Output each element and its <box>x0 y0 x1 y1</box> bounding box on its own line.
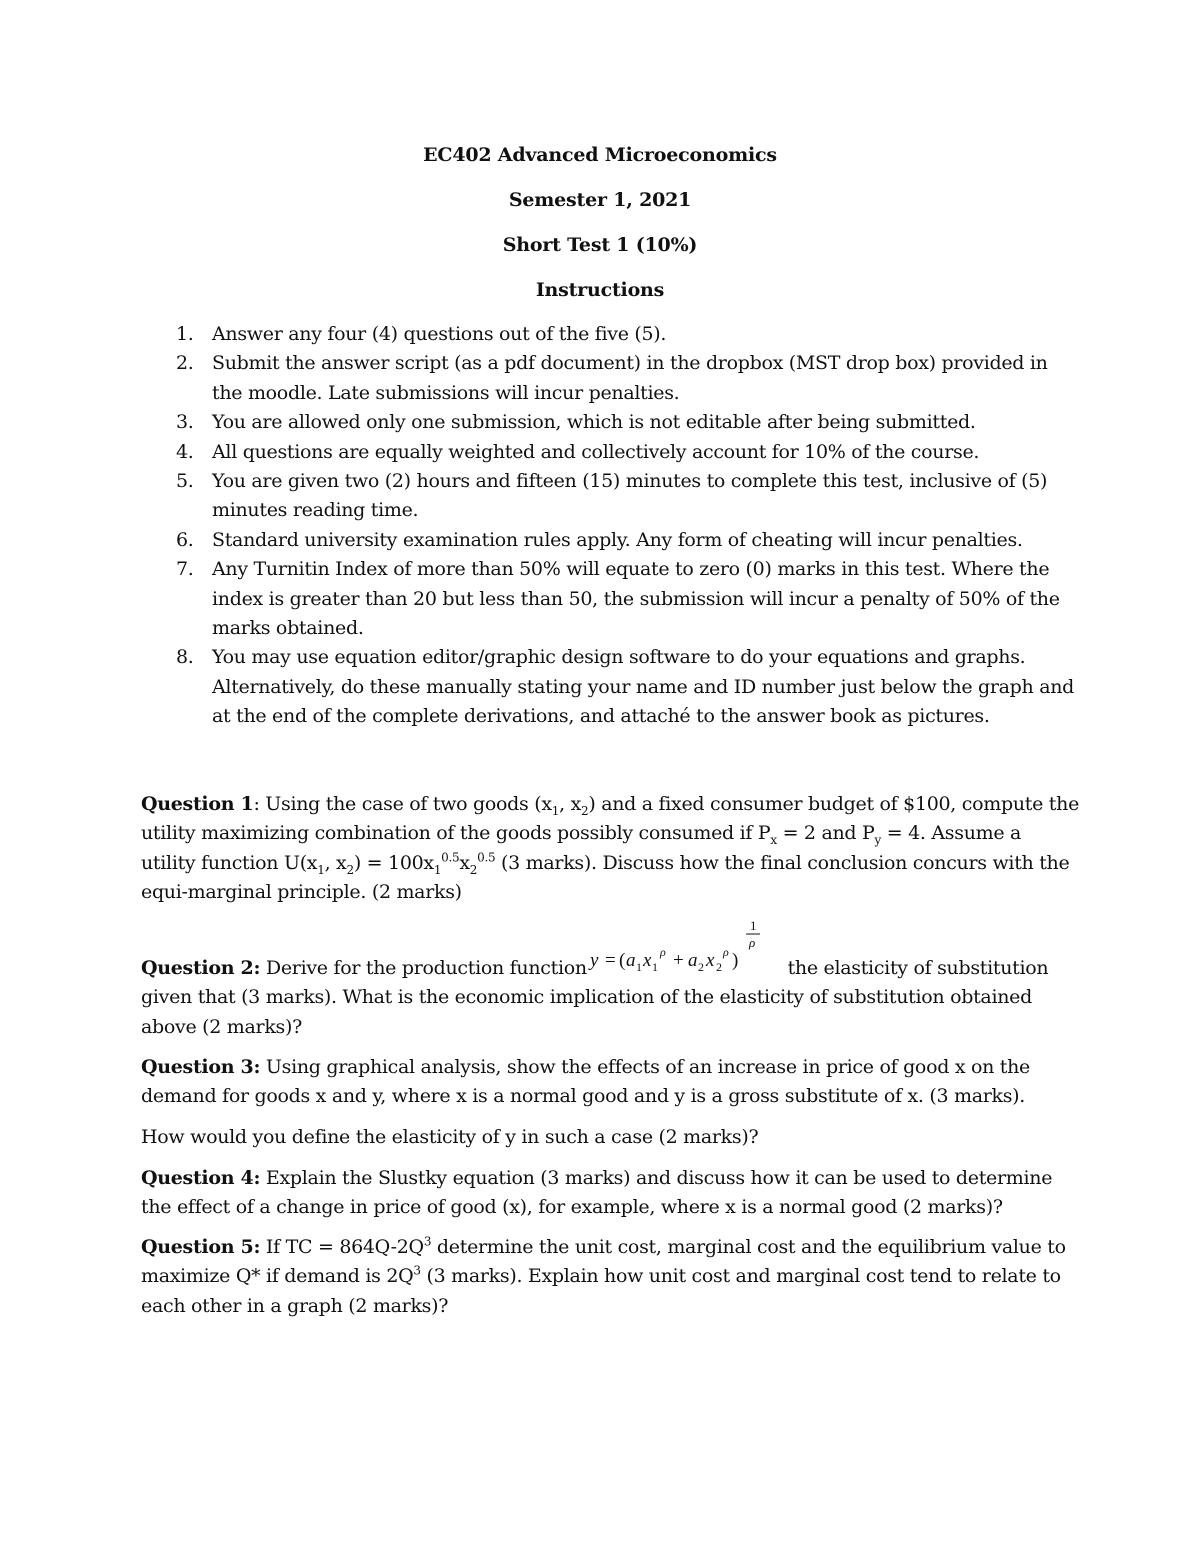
question-2-label: Question 2: <box>141 957 261 979</box>
subscript: 2 <box>581 803 589 818</box>
instruction-number: 1. <box>176 323 194 345</box>
formula-x2-sub: 2 <box>715 960 722 974</box>
question-text: the elasticity of substitution given that (3 marks). What is the economic implication of the elasticity of substitution obtained above (2 marks)? <box>141 957 1049 1038</box>
subscript: 1 <box>433 862 442 877</box>
question-5 <box>141 1233 1081 1321</box>
instructions-list <box>176 320 1076 732</box>
question-text: Derive for the production function <box>260 957 587 979</box>
question-3-followup: How would you define the elasticity of y in such a case (2 marks)? <box>141 1126 759 1148</box>
question-4-label: Question 4: <box>141 1167 261 1189</box>
question-4 <box>141 1164 1081 1223</box>
instruction-item <box>176 408 1076 437</box>
instruction-text: Standard university examination rules apply. Any form of cheating will incur penalties. <box>212 528 1023 551</box>
question-text: Explain the Slustky equation (3 marks) and discuss how it can be used to determine the effect of a change in price of good (x), for example, where x is a normal good (2 marks)? <box>141 1167 1053 1219</box>
superscript: 3 <box>423 1234 432 1249</box>
question-text: , x <box>559 793 582 815</box>
instruction-item <box>176 555 1076 643</box>
instruction-number: 2. <box>176 352 194 375</box>
subscript: 2 <box>469 862 478 877</box>
instruction-text: You may use equation editor/graphic design software to do your equations and graphs. Alternatively, do these manually stating your name and ID number just below the graph and at the end of the complete derivations, and attaché to the answer book as pictures. <box>212 646 1075 728</box>
instruction-number: 7. <box>176 558 194 581</box>
formula-x1-sub: 1 <box>651 960 658 974</box>
subscript: y <box>874 833 881 848</box>
superscript: 0.5 <box>441 850 460 865</box>
instruction-item <box>176 349 1076 408</box>
instruction-text: You are allowed only one submission, which is not editable after being submitted. <box>212 411 976 434</box>
question-5-label: Question 5: <box>141 1236 261 1258</box>
subscript: 1 <box>551 803 560 818</box>
test-title: Short Test 1 (10%) <box>502 234 698 256</box>
instruction-text: You are given two (2) hours and fifteen (15) minutes to complete this test, inclusive of (5) minutes reading time. <box>212 470 1048 522</box>
formula-a1-sub: 1 <box>635 960 642 974</box>
instruction-item <box>176 643 1076 731</box>
question-text: If TC = 864Q-2Q <box>260 1236 424 1258</box>
superscript: 0.5 <box>477 850 496 865</box>
formula-plus: + <box>672 950 684 971</box>
instruction-number: 8. <box>176 646 194 669</box>
instruction-number: 3. <box>176 411 194 434</box>
formula-a2: a <box>687 950 698 971</box>
instruction-item <box>176 526 1076 555</box>
question-text: determine the unit cost, marginal cost and the equilibrium value to maximize Q* if demand is 2Q <box>141 1236 1066 1288</box>
instruction-text: Answer any four (4) questions out of the five (5). <box>212 323 667 345</box>
instruction-text: Any Turnitin Index of more than 50% will equate to zero (0) marks in this test. Where the index is greater than 20 but less than 50, the submission will incur a penalty of 50% of the marks obtained. <box>212 558 1060 640</box>
superscript: 3 <box>413 1264 421 1279</box>
subscript: 2 <box>346 862 354 877</box>
question-1-label: Question 1 <box>141 793 254 815</box>
formula-x1: x <box>642 950 651 971</box>
question-text: Using graphical analysis, show the effects of an increase in price of good x on the demand for goods x and y, where x is a normal good and y is a gross substitute of x. (3 marks). <box>141 1056 1031 1108</box>
formula-exp-numerator: 1 <box>749 918 757 933</box>
instruction-item <box>176 467 1076 526</box>
formula-close-paren: ) <box>731 950 738 971</box>
formula-a2-sub: 2 <box>697 960 704 974</box>
question-3 <box>141 1053 1081 1112</box>
question-text: ) and a fixed consumer budget of $100, compute the utility maximizing combination of the goods possibly consumed if P <box>141 793 1080 845</box>
formula-a1: a <box>625 950 636 971</box>
question-text: (3 marks). Explain how unit cost and marginal cost tend to relate to each other in a graph (2 marks)? <box>141 1265 1061 1317</box>
formula-rho2: ρ <box>722 945 729 959</box>
instruction-number: 6. <box>176 528 194 551</box>
question-text: (3 marks). Discuss how the final conclusion concurs with the equi-marginal principle. (2 marks) <box>141 851 1070 904</box>
question-text: : Using the case of two goods (x <box>253 793 552 815</box>
formula-equals: = <box>604 950 616 971</box>
instruction-number: 5. <box>176 470 194 493</box>
instruction-item <box>176 438 1076 467</box>
question-3-label: Question 3: <box>141 1056 261 1078</box>
question-text: = 2 and P <box>776 822 875 845</box>
instruction-text: Submit the answer script (as a pdf document) in the dropbox (MST drop box) provided in the moodle. Late submissions will incur penalties. <box>212 352 1048 404</box>
course-title: EC402 Advanced Microeconomics <box>423 144 777 166</box>
question-text: ) = 100x <box>353 851 434 874</box>
instruction-number: 4. <box>176 440 194 463</box>
formula-y: y <box>589 950 598 971</box>
formula-x2: x <box>705 950 714 971</box>
formula-exp-denominator: ρ <box>748 935 755 950</box>
question-1 <box>141 790 1081 908</box>
question-2 <box>141 918 1081 1042</box>
subscript: 1 <box>317 862 325 877</box>
subscript: x <box>770 833 777 848</box>
semester-line: Semester 1, 2021 <box>508 189 692 211</box>
question-text: x <box>459 851 470 874</box>
instruction-text: All questions are equally weighted and collectively account for 10% of the course. <box>212 440 980 463</box>
instruction-item <box>176 320 1076 349</box>
production-function-formula <box>587 918 782 974</box>
instructions-heading: Instructions <box>535 279 665 301</box>
formula-rho1: ρ <box>659 945 666 959</box>
question-text: = 4. Assume a utility function U(x <box>141 822 1022 874</box>
formula-open-paren: ( <box>618 950 625 971</box>
question-text: , x <box>324 851 347 874</box>
